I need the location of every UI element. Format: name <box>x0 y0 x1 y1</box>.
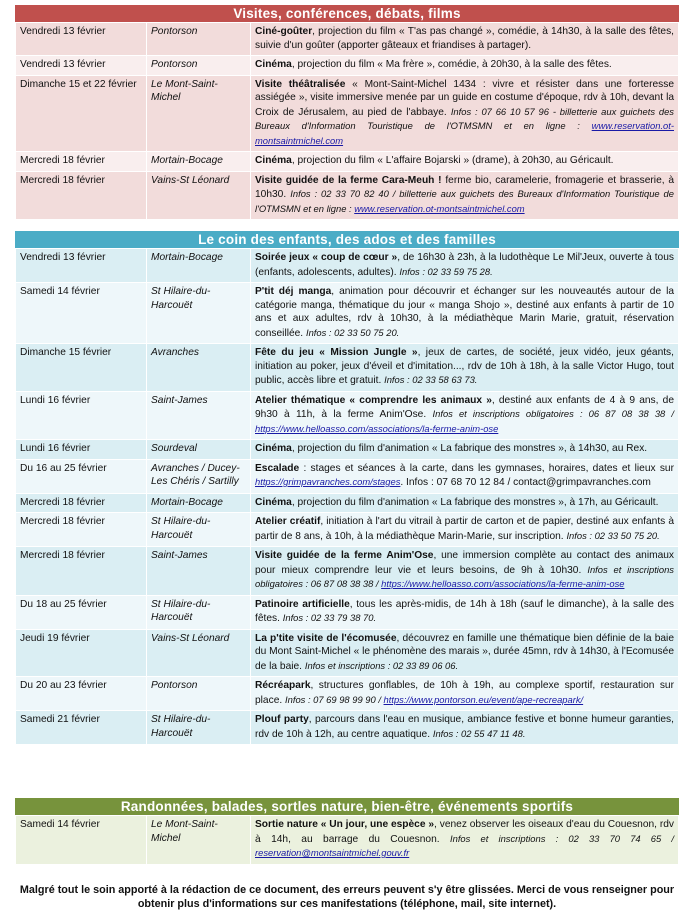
event-info: Infos : 07 69 98 99 90 / <box>285 693 384 705</box>
event-description <box>251 249 679 283</box>
event-title: La p'tite visite de l'écomusée <box>255 632 397 644</box>
event-place: St Hilaire-du-Harcouët <box>147 711 251 745</box>
event-link[interactable]: https://grimpavranches.com/stages <box>255 476 401 487</box>
event-place: Avranches <box>147 344 251 392</box>
event-description <box>251 283 679 344</box>
event-place: Pontorson <box>147 677 251 711</box>
event-place: Avranches / Ducey-Les Chéris / Sartilly <box>147 459 251 493</box>
event-date: Mercredi 18 février <box>16 547 147 596</box>
event-info: Infos : 02 33 58 63 73. <box>384 374 478 385</box>
event-info: Infos et inscriptions obligatoires : 06 87 08 38 38 / <box>432 408 674 419</box>
event-date: Mercredi 18 février <box>16 493 147 513</box>
table-row <box>16 493 679 513</box>
event-description <box>251 677 679 711</box>
table-row <box>16 23 679 56</box>
event-description <box>251 513 679 547</box>
event-text: , projection du film « T'as pas changé », comédie, à 14h30, à la salle des fêtes, suivie d'un goûter (apporter gâteaux et friandises à partager). <box>255 26 674 51</box>
table-row <box>16 171 679 220</box>
event-place: Vains-St Léonard <box>147 629 251 677</box>
section-visites <box>15 5 679 220</box>
event-text: « Mont-Saint-Michel 1434 : vivre et résister dans une forteresse assiégée », visite immersive menée par un guide en costume d'époque, rdv à 10h, devant la Croix de Jérusalem, au pied de l'abbaye. <box>255 78 674 118</box>
event-date: Lundi 16 février <box>16 440 147 460</box>
event-date: Vendredi 13 février <box>16 23 147 56</box>
table-row <box>16 344 679 392</box>
event-description <box>251 23 679 56</box>
event-place: Le Mont-Saint-Michel <box>147 75 251 152</box>
event-text: , destiné aux enfants de 4 à 9 ans, de 9h30 à 11h, à la ferme Anim'Ose. <box>255 394 674 420</box>
event-place: Pontorson <box>147 23 251 56</box>
event-title: Atelier créatif <box>255 516 321 527</box>
table-row <box>16 513 679 547</box>
table-row <box>16 711 679 745</box>
event-text: , une immersion complète au contact des animaux pour mieux comprendre leur vie et leurs besoins, de 9h à 10h30. <box>255 550 674 576</box>
event-info: Infos : 02 33 70 82 40 / billetterie aux guichets des Bureaux d'Information Touristique de l'OTMSMN et en ligne : <box>255 188 674 214</box>
event-description <box>251 344 679 392</box>
event-info: Infos et inscriptions : 02 33 89 06 06. <box>304 659 459 671</box>
event-info: Infos : 02 33 79 38 70. <box>282 612 377 623</box>
event-date: Samedi 14 février <box>16 816 147 865</box>
table-row <box>16 249 679 283</box>
event-description <box>251 440 679 460</box>
events-table <box>15 22 679 220</box>
event-link[interactable]: https://www.helloasso.com/associations/la-ferme-anim-ose <box>381 578 625 589</box>
event-text: , projection du film d'animation « La fabrique des monstres », à 14h30, au Rex. <box>291 443 648 454</box>
event-text: ferme bio, caramelerie, fromagerie et brasserie, à 10h30. <box>255 174 674 200</box>
event-description <box>251 75 679 152</box>
event-date: Vendredi 13 février <box>16 249 147 283</box>
event-text: , tous les après-midis, de 14h à 18h (sauf le dimanche), à la salle des fêtes. <box>255 598 674 624</box>
event-text: , de 16h30 à 23h, à la ludothèque Le Mil'Jeux, ouverte à tous (enfants, adolescents, adultes). <box>255 252 674 278</box>
table-row <box>16 75 679 152</box>
event-title: Cinéma <box>255 155 292 166</box>
event-title: Atelier thématique « comprendre les animaux » <box>255 394 492 406</box>
event-text: , venez observer les oiseaux d'eau du Couesnon, rdv à 14h, au barrage du Couesnon. <box>255 819 674 845</box>
event-text: , projection du film « Ma frère », comédie, à 20h30, à la salle des fêtes. <box>291 59 612 70</box>
table-row <box>16 547 679 596</box>
event-text: : stages et séances à la carte, dans les gymnases, horaires, dates et lieux sur <box>299 462 674 474</box>
table-row <box>16 152 679 172</box>
event-text: , animation pour découvrir et échanger sur les nouveautés autour de la catégorie manga, thématique du jour « manga Shojo », destiné aux enfants à partir de 10 ans et aux adultes, rdv à 10h30, à la médiathèque Marin Marie, gratuit, réservation conseillée. <box>255 286 674 339</box>
section-enfants <box>15 231 679 745</box>
event-date: Vendredi 13 février <box>16 56 147 76</box>
event-title: P'tit déj manga <box>255 286 332 297</box>
event-place: Sourdeval <box>147 440 251 460</box>
event-description <box>251 629 679 677</box>
event-title: Récréapark <box>255 680 311 691</box>
event-link[interactable]: reservation@montsaintmichel.gouv.fr <box>255 847 410 858</box>
event-info: Infos et inscriptions : 02 33 70 74 65 / <box>450 832 675 844</box>
event-title: Ciné-goûter <box>255 26 313 37</box>
table-row <box>16 816 679 865</box>
event-text: , initiation à l'art du vitrail à partir de carton et de papier, destiné aux enfants à partir de 8 ans, à 10h, à la médiathèque Marin-Marie, sur inscription. <box>255 516 674 542</box>
event-place: St Hilaire-du-Harcouët <box>147 283 251 344</box>
event-info: Infos : 02 33 50 75 20. <box>305 326 400 338</box>
event-description <box>251 816 679 865</box>
event-text: , structures gonflables, de 10h à 19h, au complexe sportif, restauration sur place. <box>255 680 674 706</box>
event-info: Infos : 02 55 47 11 48. <box>432 727 526 739</box>
section-randonnees <box>15 798 679 865</box>
event-place: Mortain-Bocage <box>147 249 251 283</box>
event-date: Du 16 au 25 février <box>16 459 147 493</box>
event-info-tail: . Infos : 07 68 70 12 84 / contact@grimpavranches.com <box>400 477 651 488</box>
event-date: Mercredi 18 février <box>16 152 147 172</box>
event-info: Infos : 02 33 50 75 20. <box>566 529 660 541</box>
event-place: Mortain-Bocage <box>147 493 251 513</box>
event-description <box>251 56 679 76</box>
event-text: , projection du film d'animation « La fabrique des monstres », à 17h, au Géricault. <box>291 496 659 508</box>
event-text: , projection du film « L'affaire Bojarski » (drame), à 20h30, au Géricault. <box>291 155 614 166</box>
event-info: Infos : 07 66 10 57 96 - billetterie aux guichets des Bureaux d'Information Touristique de l'OTMSMN et en ligne : <box>255 105 674 131</box>
event-title: Escalade <box>255 462 300 474</box>
event-title: Patinoire artificielle <box>255 598 350 610</box>
event-place: Pontorson <box>147 56 251 76</box>
section-header: Le coin des enfants, des ados et des familles <box>15 231 679 248</box>
event-date: Samedi 21 février <box>16 711 147 745</box>
event-date: Samedi 14 février <box>16 283 147 344</box>
event-date: Du 20 au 23 février <box>16 677 147 711</box>
table-row <box>16 595 679 629</box>
event-date: Mercredi 18 février <box>16 171 147 220</box>
event-place: Mortain-Bocage <box>147 152 251 172</box>
event-description <box>251 595 679 629</box>
event-title: Plouf party <box>255 714 309 725</box>
event-date: Mercredi 18 février <box>16 513 147 547</box>
event-text: , parcours dans l'eau en musique, ambiance festive et bonne humeur garanties, rdv de 10h à 12h, au centre aquatique. <box>255 714 674 740</box>
events-table <box>15 248 679 745</box>
event-date: Du 18 au 25 février <box>16 595 147 629</box>
table-row <box>16 677 679 711</box>
event-description <box>251 391 679 440</box>
event-title: Cinéma <box>255 443 292 454</box>
event-link[interactable]: www.reservation.ot-montsaintmichel.com <box>255 120 674 146</box>
event-place: Le Mont-Saint-Michel <box>147 816 251 865</box>
section-header: Visites, conférences, débats, films <box>15 5 679 22</box>
events-table <box>15 815 679 865</box>
event-description <box>251 493 679 513</box>
table-row <box>16 459 679 493</box>
event-description <box>251 711 679 745</box>
event-date: Dimanche 15 février <box>16 344 147 392</box>
event-title: Fête du jeu « Mission Jungle » <box>255 347 418 358</box>
event-place: St Hilaire-du-Harcouët <box>147 513 251 547</box>
event-date: Dimanche 15 et 22 février <box>16 75 147 152</box>
event-link[interactable]: https://www.pontorson.eu/event/ape-recreapark/ <box>383 693 584 705</box>
event-title: Visite guidée de la ferme Cara-Meuh ! <box>255 174 442 186</box>
event-title: Visite théâtralisée <box>255 78 346 90</box>
event-description <box>251 547 679 596</box>
event-place: St Hilaire-du-Harcouët <box>147 595 251 629</box>
event-date: Lundi 16 février <box>16 391 147 440</box>
event-place: Saint-James <box>147 391 251 440</box>
table-row <box>16 440 679 460</box>
event-description <box>251 171 679 220</box>
table-row <box>16 629 679 677</box>
event-place: Saint-James <box>147 547 251 596</box>
event-date: Jeudi 19 février <box>16 629 147 677</box>
event-link[interactable]: https://www.helloasso.com/associations/la-ferme-anim-ose <box>255 422 499 434</box>
table-row <box>16 283 679 344</box>
event-title: Cinéma <box>255 59 292 70</box>
event-description <box>251 152 679 172</box>
event-place: Vains-St Léonard <box>147 171 251 220</box>
event-text: , jeux de cartes, de société, jeux vidéo, jeux géants, initiation au poker, jeux d'éveil et d'imitation..., rdv de 10h à 18h, à la salle Victor Hugo, tout public, accès libre et gratuit. <box>255 347 674 386</box>
event-title: Sortie nature « Un jour, une espèce » <box>255 819 435 830</box>
event-description <box>251 459 679 493</box>
table-row <box>16 56 679 76</box>
section-header: Randonnées, balades, sortles nature, bien-être, événements sportifs <box>15 798 679 815</box>
table-row <box>16 391 679 440</box>
event-info: Infos : 02 33 59 75 28. <box>399 265 493 277</box>
event-info: Infos et inscriptions obligatoires : 06 87 08 38 38 / <box>255 563 674 589</box>
event-title: Soirée jeux « coup de cœur » <box>255 252 398 263</box>
event-title: Cinéma <box>255 496 292 508</box>
disclaimer-text: Malgré tout le soin apporté à la rédaction de ce document, des erreurs peuvent s'y être glissées. Merci de vous renseigner pour obtenir plus d'informations sur ces manifestations (téléphone, mail, site internet). <box>19 884 675 910</box>
event-text: , découvrez en famille une thématique bien définie de la baie du Mont Saint-Michel « le phénomène des marais », durée 45mn, rdv à 14h30, à l'Ecomusée de la baie. <box>255 632 674 672</box>
event-link[interactable]: www.reservation.ot-montsaintmichel.com <box>354 202 525 214</box>
event-title: Visite guidée de la ferme Anim'Ose <box>255 550 434 561</box>
